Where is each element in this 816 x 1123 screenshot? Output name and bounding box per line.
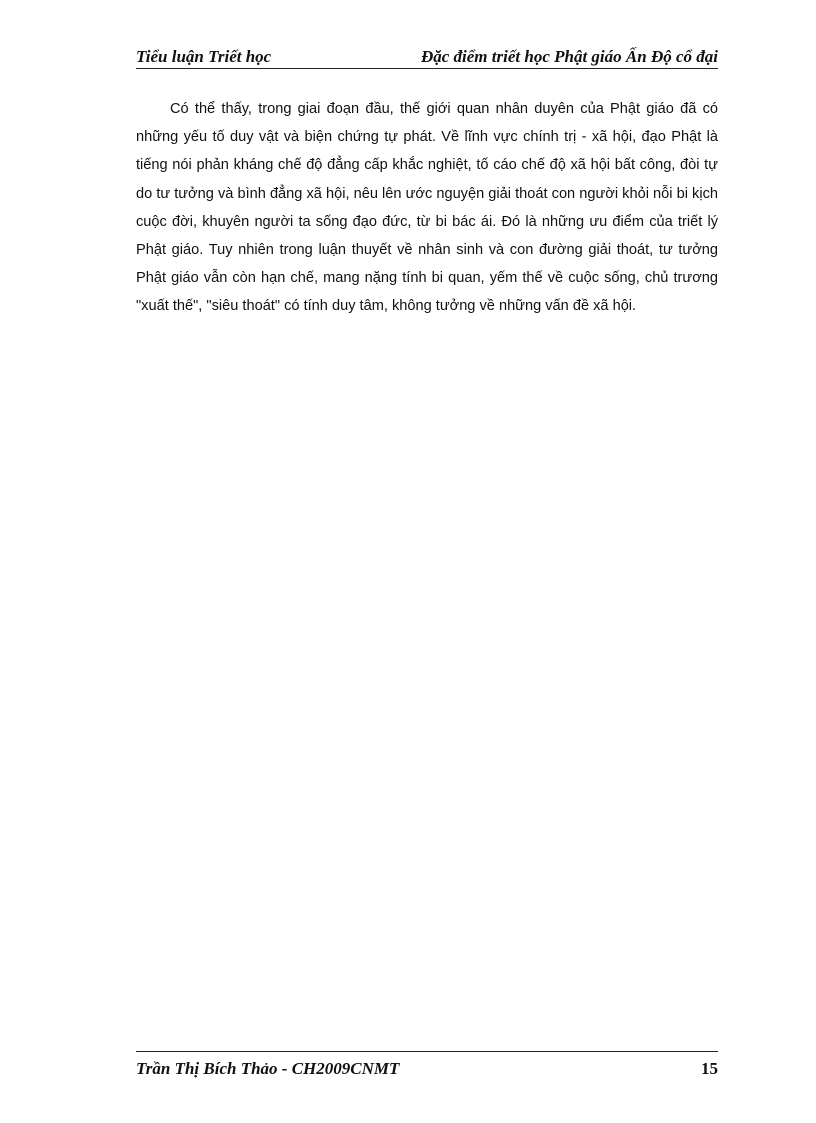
header-document-title: Đặc điểm triết học Phật giáo Ấn Độ cổ đại xyxy=(420,47,718,66)
header-course-title: Tiểu luận Triết học xyxy=(136,47,272,66)
body-paragraph: Có thể thấy, trong giai đoạn đầu, thế giới quan nhân duyên của Phật giáo đã có những yếu tố duy vật và biện chứng tự phát. Về lĩnh vực chính trị - xã hội, đạo Phật là tiếng nói phản kháng chế độ đẳng cấp khắc nghiệt, tố cáo chế độ xã hội bất công, đòi tự do tư tưởng và bình đẳng xã hội, nêu lên ước nguyện giải thoát con người khỏi nỗi bi kịch cuộc đời, khuyên người ta sống đạo đức, từ bi bác ái. Đó là những ưu điểm của triết lý Phật giáo. Tuy nhiên trong luận thuyết về nhân sinh và con đường giải thoát, tư tưởng Phật giáo vẫn còn hạn chế, mang nặng tính bi quan, yếm thế về cuộc sống, chủ trương "xuất thế", "siêu thoát" có tính duy tâm, không tưởng về những vấn đề xã hội. xyxy=(136,101,718,315)
page-header xyxy=(136,46,718,69)
footer-author: Trần Thị Bích Thảo - CH2009CNMT xyxy=(136,1059,400,1078)
document-body xyxy=(136,95,718,321)
page-footer xyxy=(136,1051,718,1078)
page-number: 15 xyxy=(701,1059,718,1078)
